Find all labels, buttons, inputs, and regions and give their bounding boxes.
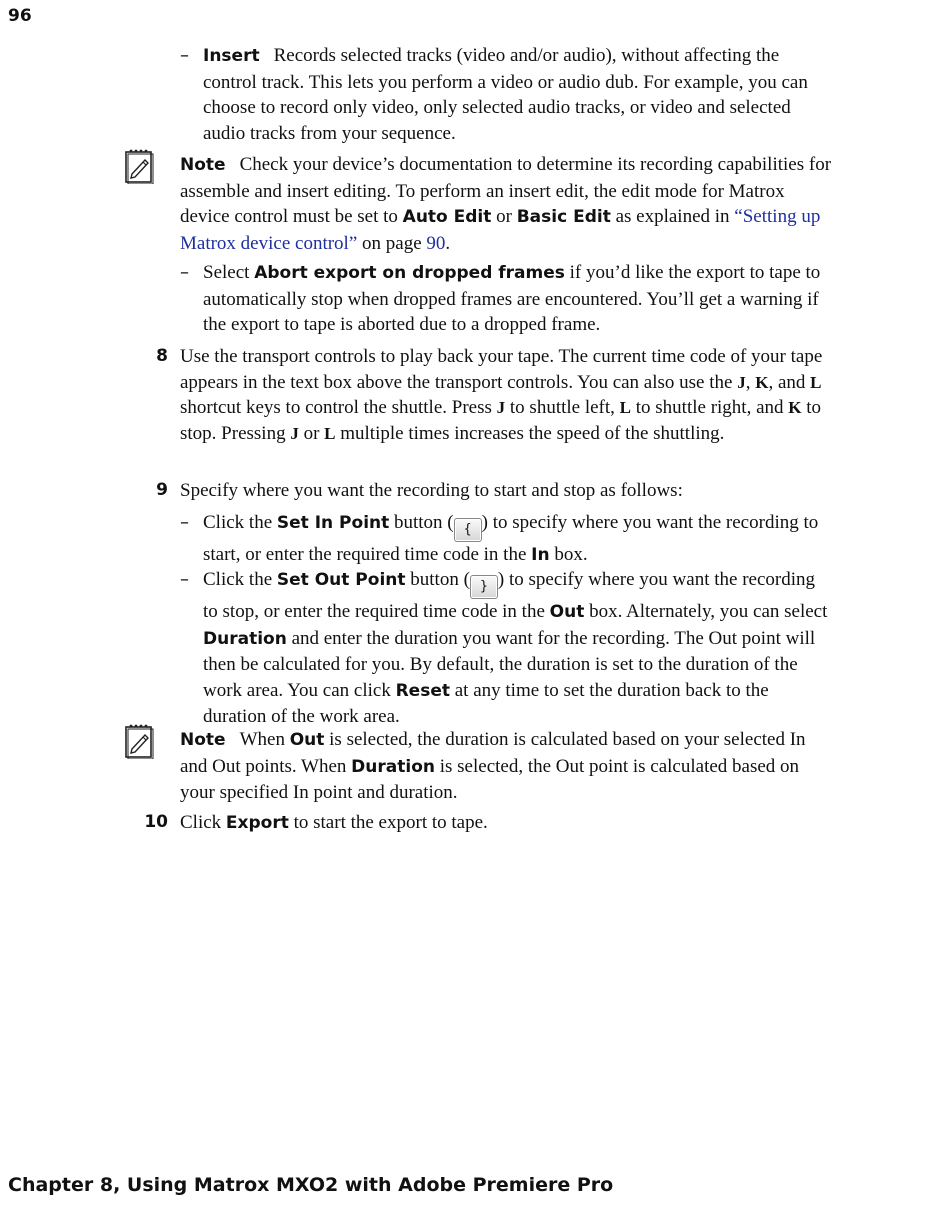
step-text: , and xyxy=(768,371,811,393)
step-number: 10 xyxy=(144,812,168,832)
note-label: Note xyxy=(180,730,226,750)
dash-bullet: – xyxy=(180,45,189,66)
step-number: 8 xyxy=(156,346,168,366)
key-j: J xyxy=(737,372,746,392)
step-text: , xyxy=(745,371,756,393)
step-text: Click xyxy=(180,812,226,833)
set-out-point-term: Set Out Point xyxy=(276,570,406,590)
item-text: Select xyxy=(203,262,255,283)
step-text: to shuttle right, and xyxy=(631,397,789,419)
set-in-item xyxy=(203,510,833,569)
note-1 xyxy=(180,152,835,256)
item-text: at any time to set the duration back to the duration of the work area. xyxy=(203,679,769,728)
out-box-term: Out xyxy=(549,602,585,622)
note-label: Note xyxy=(180,155,226,175)
page-number: 96 xyxy=(8,6,32,26)
set-out-point-button-icon: } xyxy=(470,575,498,599)
step-text: Use the transport controls to play back your tape. The current time code of your tape appears in the text box above the transport controls. You can also use the xyxy=(180,346,823,393)
step-text: to stop. Pressing xyxy=(180,397,822,444)
step-8 xyxy=(180,344,835,446)
out-term: Out xyxy=(289,730,325,750)
item-text: if you’d like the export to tape to automatically stop when dropped frames are encountered. You’ll get a warning if the export to tape is aborted due to a dropped frame. xyxy=(203,262,821,336)
set-in-point-term: Set In Point xyxy=(276,513,390,533)
item-text: box. xyxy=(549,544,588,565)
item-text: Click the xyxy=(203,569,277,590)
notepad-pencil-icon xyxy=(124,723,154,759)
item-text: ) to specify where you want the recording to start, or enter the required time code in the xyxy=(203,512,819,565)
key-l: L xyxy=(619,398,631,418)
notepad-pencil-icon xyxy=(124,148,154,184)
insert-text: Records selected tracks (video and/or audio), without affecting the control track. This lets you perform a video or audio dub. For example, you can choose to record only video, only selected audio tracks, or video and selected audio tracks from your sequence. xyxy=(203,45,808,144)
in-box-term: In xyxy=(531,545,550,565)
note-2 xyxy=(180,727,835,806)
key-l: L xyxy=(810,372,822,392)
basic-edit-term: Basic Edit xyxy=(516,207,611,228)
step-text: or xyxy=(298,422,325,444)
setting-up-device-control-link[interactable]: “Setting up Matrox device control” xyxy=(180,206,821,254)
key-l: L xyxy=(324,423,336,443)
note-text: is selected, the duration is calculated based on your selected In and Out points. When xyxy=(180,729,806,777)
item-text: ) to specify where you want the recording to stop, or enter the required time code in the xyxy=(203,569,815,622)
key-k: K xyxy=(755,372,769,392)
key-j: J xyxy=(290,423,299,443)
step-9: Specify where you want the recording to start and stop as follows: xyxy=(180,480,683,501)
abort-item xyxy=(203,260,833,338)
auto-edit-term: Auto Edit xyxy=(402,207,492,228)
step-number: 9 xyxy=(156,480,168,500)
export-term: Export xyxy=(225,813,289,833)
note-text: . xyxy=(445,232,451,254)
note-text: When xyxy=(239,729,290,750)
note-text: as explained in xyxy=(610,206,735,228)
note-text: Check your device’s documentation to determine its recording capabilities for assemble and insert editing. To perform an insert edit, the edit mode for Matrox device control must be set to xyxy=(180,154,832,228)
note-text: on page xyxy=(357,232,427,254)
item-text: and enter the duration you want for the recording. The Out point will then be calculated for you. By default, the duration is set to the duration of the work area. You can click xyxy=(203,627,816,701)
page-90-link[interactable]: 90 xyxy=(426,232,446,254)
chapter-footer: Chapter 8, Using Matrox MXO2 with Adobe Premiere Pro xyxy=(8,1174,614,1196)
duration-term: Duration xyxy=(351,756,435,777)
note-text: is selected, the Out point is calculated based on your specified In point and duration. xyxy=(180,755,800,804)
dash-bullet: – xyxy=(180,569,189,590)
dash-bullet: – xyxy=(180,262,189,283)
key-k: K xyxy=(788,398,802,418)
duration-term: Duration xyxy=(203,628,287,649)
note-text: or xyxy=(491,206,517,228)
abort-option-term: Abort export on dropped frames xyxy=(254,263,565,283)
set-in-point-button-icon: { xyxy=(454,518,482,542)
item-text: box. Alternately, you can select xyxy=(584,601,828,622)
step-text: shortcut keys to control the shuttle. Press xyxy=(180,397,497,419)
reset-term: Reset xyxy=(395,680,450,701)
step-text: to shuttle left, xyxy=(505,397,620,419)
step-text: multiple times increases the speed of the shuttling. xyxy=(335,422,725,444)
key-j: J xyxy=(496,398,506,418)
step-10 xyxy=(180,810,835,837)
step-text: to start the export to tape. xyxy=(288,812,488,833)
item-text: button ( xyxy=(389,512,454,533)
dash-bullet: – xyxy=(180,512,189,533)
item-text: Click the xyxy=(203,512,277,533)
set-out-item xyxy=(203,567,833,730)
insert-item xyxy=(203,43,833,146)
item-text: button ( xyxy=(405,569,470,590)
insert-term: Insert xyxy=(203,46,260,66)
